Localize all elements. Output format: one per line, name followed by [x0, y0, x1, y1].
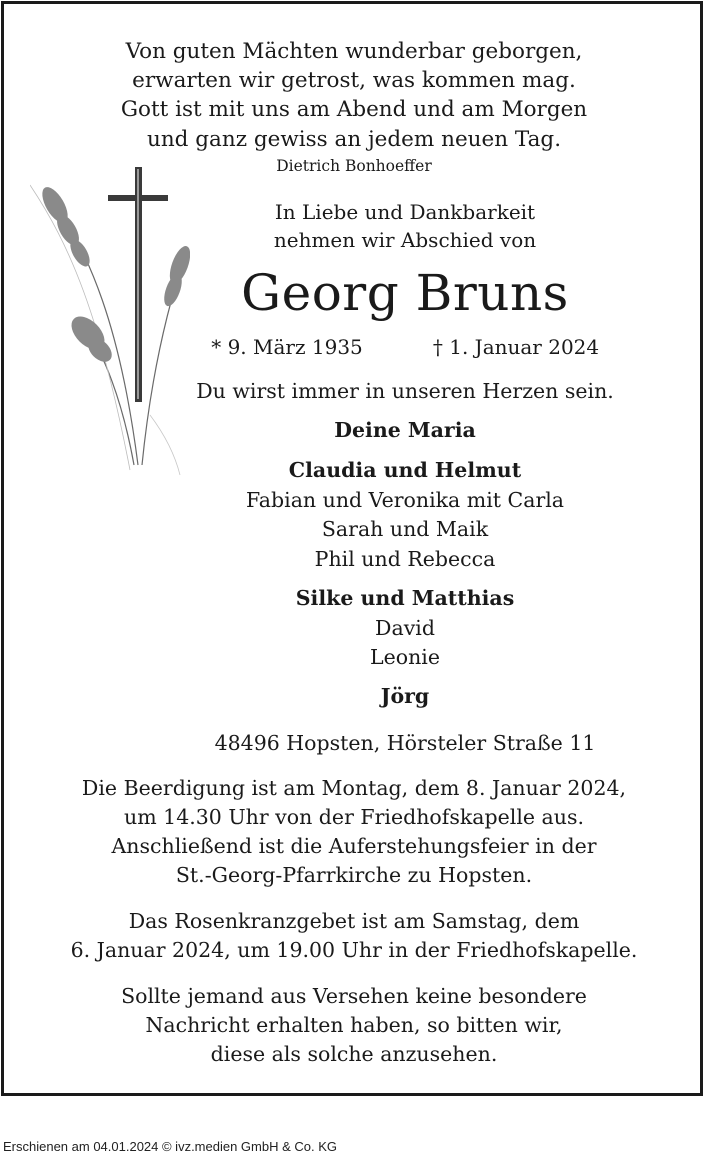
- publication-footer: Erschienen am 04.01.2024 © ivz.medien GmbH & Co. KG: [3, 1139, 338, 1154]
- closing-line: Sollte jemand aus Versehen keine besondere: [121, 984, 587, 1008]
- rosary-line: Das Rosenkranzgebet ist am Samstag, dem: [128, 909, 580, 933]
- rosary-line: 6. Januar 2024, um 19.00 Uhr in der Friedhofskapelle.: [70, 938, 638, 962]
- mourner-family-head: Jörg: [380, 684, 430, 708]
- mourner-family-member: Phil und Rebecca: [314, 547, 496, 571]
- mourner-family-head: Silke und Matthias: [295, 586, 515, 610]
- mourner-family-head: Claudia und Helmut: [288, 458, 522, 482]
- mourner-family-member: David: [375, 616, 435, 640]
- closing-line: diese als solche anzusehen.: [210, 1042, 498, 1066]
- mourner-family-member: Leonie: [370, 645, 440, 669]
- birth-date: * 9. März 1935: [211, 335, 363, 359]
- funeral-line: Die Beerdigung ist am Montag, dem 8. Januar 2024,: [81, 776, 627, 800]
- funeral-line: St.-Georg-Pfarrkirche zu Hopsten.: [175, 863, 533, 887]
- poem-line: Gott ist mit uns am Abend und am Morgen: [120, 97, 588, 122]
- tagline: Du wirst immer in unseren Herzen sein.: [196, 379, 614, 403]
- poem-line: und ganz gewiss an jedem neuen Tag.: [146, 127, 562, 152]
- deceased-name: Georg Bruns: [241, 264, 569, 322]
- poem-author: Dietrich Bonhoeffer: [276, 157, 432, 175]
- cross-wheat-illustration: [30, 165, 190, 485]
- mourner-family-member: Sarah und Maik: [321, 517, 489, 541]
- intro-line: nehmen wir Abschied von: [273, 228, 537, 252]
- poem-line: Von guten Mächten wunderbar geborgen,: [125, 39, 583, 64]
- funeral-line: Anschließend ist die Auferstehungsfeier in der: [111, 834, 597, 858]
- poem-line: erwarten wir getrost, was kommen mag.: [132, 68, 576, 93]
- closing-line: Nachricht erhalten haben, so bitten wir,: [145, 1013, 563, 1037]
- cross-icon: [108, 167, 168, 402]
- mourner-family-member: Fabian und Veronika mit Carla: [245, 488, 565, 512]
- intro-line: In Liebe und Dankbarkeit: [274, 200, 536, 224]
- wheat-ears-icon: [30, 185, 185, 475]
- death-date: † 1. Januar 2024: [432, 335, 600, 359]
- funeral-line: um 14.30 Uhr von der Friedhofskapelle aus.: [124, 805, 584, 829]
- address: 48496 Hopsten, Hörsteler Straße 11: [214, 731, 596, 755]
- mourner-spouse: Deine Maria: [334, 418, 476, 442]
